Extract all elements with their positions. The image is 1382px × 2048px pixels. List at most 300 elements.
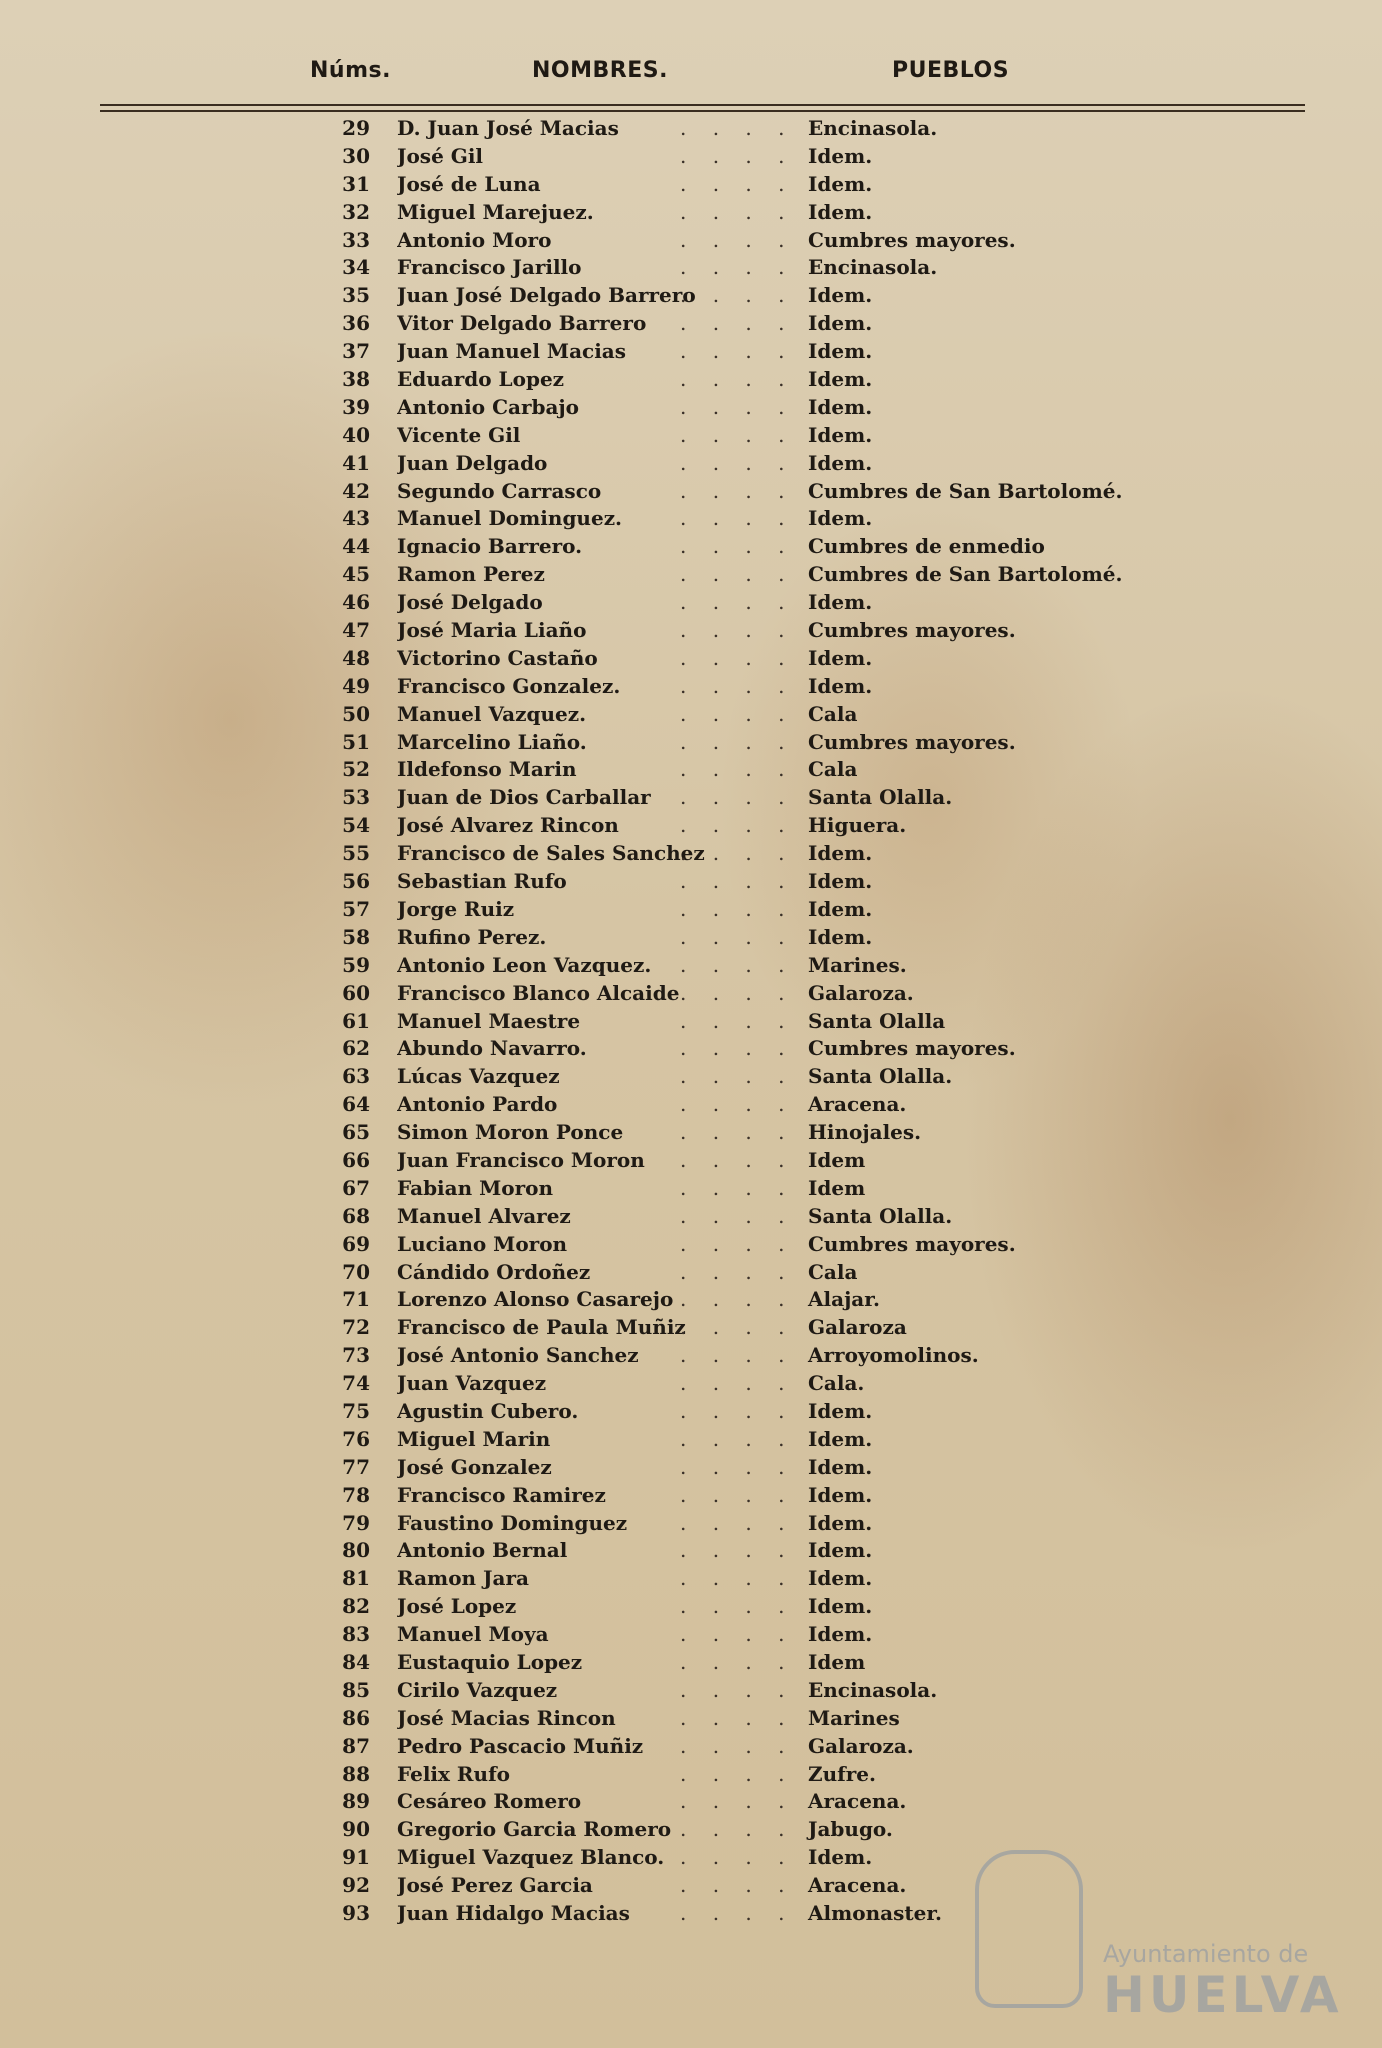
row-name: Faustino Dominguez [397, 1510, 628, 1535]
table-row [0, 1034, 1382, 1062]
row-number: 40 [342, 422, 370, 447]
row-leader-dots: . . . . [680, 1622, 795, 1647]
table-row [0, 755, 1382, 783]
row-name: Cirilo Vazquez [397, 1677, 558, 1702]
table-row [0, 1285, 1382, 1313]
row-town: Idem. [808, 1845, 873, 1870]
row-town: Idem. [808, 1594, 873, 1619]
table-row [0, 198, 1382, 226]
row-number: 48 [342, 645, 370, 670]
row-name: José Delgado [397, 590, 543, 615]
row-number: 57 [342, 896, 370, 921]
row-town: Idem. [808, 283, 873, 308]
row-leader-dots: . . . . [680, 757, 795, 782]
row-name: Ildefonso Marin [397, 757, 577, 782]
row-number: 86 [342, 1705, 370, 1730]
row-number: 67 [342, 1175, 370, 1200]
row-town: Idem. [808, 673, 873, 698]
table-row [0, 170, 1382, 198]
row-town: Idem. [808, 199, 873, 224]
row-name: Francisco Blanco Alcaide [397, 980, 680, 1005]
row-number: 50 [342, 701, 370, 726]
row-leader-dots: . . . . [680, 394, 795, 419]
row-leader-dots: . . . . [680, 1789, 795, 1814]
row-number: 82 [342, 1594, 370, 1619]
row-leader-dots: . . . . [680, 1287, 795, 1312]
table-row [0, 1536, 1382, 1564]
row-town: Galaroza [808, 1315, 907, 1340]
row-number: 53 [342, 785, 370, 810]
row-name: Juan Vazquez [397, 1371, 547, 1396]
row-number: 37 [342, 339, 370, 364]
row-town: Idem. [808, 311, 873, 336]
row-town: Idem [808, 1147, 866, 1172]
row-leader-dots: . . . . [680, 1147, 795, 1172]
row-number: 51 [342, 729, 370, 754]
row-town: Santa Olalla. [808, 1203, 953, 1228]
table-row [0, 309, 1382, 337]
row-number: 63 [342, 1064, 370, 1089]
row-leader-dots: . . . . [680, 311, 795, 336]
row-leader-dots: . . . . [680, 1845, 795, 1870]
row-leader-dots: . . . . [680, 562, 795, 587]
row-number: 30 [342, 143, 370, 168]
row-leader-dots: . . . . [680, 1203, 795, 1228]
row-leader-dots: . . . . [680, 478, 795, 503]
row-number: 80 [342, 1538, 370, 1563]
row-number: 85 [342, 1677, 370, 1702]
table-row [0, 951, 1382, 979]
row-number: 52 [342, 757, 370, 782]
row-town: Idem. [808, 841, 873, 866]
row-town: Cumbres mayores. [808, 618, 1016, 643]
table-row [0, 477, 1382, 505]
row-town: Hinojales. [808, 1120, 922, 1145]
row-number: 78 [342, 1482, 370, 1507]
header-nombres: NOMBRES. [532, 58, 668, 83]
row-name: Felix Rufo [397, 1761, 511, 1786]
row-number: 49 [342, 673, 370, 698]
table-row [0, 616, 1382, 644]
row-town: Idem. [808, 590, 873, 615]
table-row [0, 839, 1382, 867]
row-name: Manuel Dominguez. [397, 506, 623, 531]
row-leader-dots: . . . . [680, 952, 795, 977]
row-town: Idem. [808, 1510, 873, 1535]
row-leader-dots: . . . . [680, 980, 795, 1005]
row-name: Miguel Marejuez. [397, 199, 594, 224]
row-name: José de Luna [397, 171, 541, 196]
row-number: 61 [342, 1008, 370, 1033]
row-town: Alajar. [808, 1287, 880, 1312]
row-leader-dots: . . . . [680, 283, 795, 308]
row-name: Sebastian Rufo [397, 869, 567, 894]
row-name: Juan José Delgado Barrero [397, 283, 696, 308]
row-name: Cándido Ordoñez [397, 1259, 591, 1284]
row-number: 72 [342, 1315, 370, 1340]
roster-table [0, 114, 1382, 1927]
row-number: 58 [342, 924, 370, 949]
row-leader-dots: . . . . [680, 227, 795, 252]
row-name: Antonio Bernal [397, 1538, 568, 1563]
row-leader-dots: . . . . [680, 1064, 795, 1089]
table-header [300, 52, 1060, 92]
row-leader-dots: . . . . [680, 534, 795, 559]
row-leader-dots: . . . . [680, 1008, 795, 1033]
row-number: 68 [342, 1203, 370, 1228]
row-town: Idem. [808, 896, 873, 921]
row-name: Antonio Moro [397, 227, 552, 252]
row-number: 38 [342, 367, 370, 392]
row-name: Vitor Delgado Barrero [397, 311, 647, 336]
table-row [0, 1397, 1382, 1425]
row-number: 59 [342, 952, 370, 977]
row-leader-dots: . . . . [680, 869, 795, 894]
row-leader-dots: . . . . [680, 1315, 795, 1340]
row-name: Manuel Maestre [397, 1008, 581, 1033]
row-town: Galaroza. [808, 1733, 914, 1758]
row-town: Idem. [808, 367, 873, 392]
row-leader-dots: . . . . [680, 116, 795, 140]
row-leader-dots: . . . . [680, 1343, 795, 1368]
row-number: 34 [342, 255, 370, 280]
row-town: Cumbres mayores. [808, 729, 1016, 754]
row-town: Almonaster. [808, 1901, 943, 1925]
header-nums: Núms. [310, 58, 391, 83]
table-row [0, 1174, 1382, 1202]
table-row [0, 560, 1382, 588]
row-name: Luciano Moron [397, 1231, 568, 1256]
row-town: Cumbres de San Bartolomé. [808, 562, 1123, 587]
row-town: Arroyomolinos. [808, 1343, 979, 1368]
table-row [0, 1760, 1382, 1788]
row-number: 32 [342, 199, 370, 224]
table-row [0, 1509, 1382, 1537]
row-town: Idem. [808, 1398, 873, 1423]
table-row [0, 1453, 1382, 1481]
row-number: 43 [342, 506, 370, 531]
row-name: Simon Moron Ponce [397, 1120, 624, 1145]
row-town: Idem. [808, 143, 873, 168]
table-row [0, 281, 1382, 309]
table-row [0, 1118, 1382, 1146]
row-number: 77 [342, 1454, 370, 1479]
row-number: 56 [342, 869, 370, 894]
watermark [975, 1840, 1343, 2024]
row-number: 64 [342, 1092, 370, 1117]
row-number: 73 [342, 1343, 370, 1368]
row-leader-dots: . . . . [680, 255, 795, 280]
table-row [0, 1732, 1382, 1760]
row-town: Idem [808, 1175, 866, 1200]
row-number: 74 [342, 1371, 370, 1396]
table-row [0, 449, 1382, 477]
row-name: Manuel Moya [397, 1622, 549, 1647]
row-leader-dots: . . . . [680, 339, 795, 364]
row-name: Abundo Navarro. [397, 1036, 587, 1061]
table-row [0, 1341, 1382, 1369]
row-number: 75 [342, 1398, 370, 1423]
row-name: Pedro Pascacio Muñiz [397, 1733, 644, 1758]
table-row [0, 393, 1382, 421]
row-number: 29 [342, 116, 370, 140]
row-town: Idem. [808, 1538, 873, 1563]
row-leader-dots: . . . . [680, 1371, 795, 1396]
row-name: Miguel Marin [397, 1426, 551, 1451]
row-number: 71 [342, 1287, 370, 1312]
row-leader-dots: . . . . [680, 1259, 795, 1284]
row-name: Antonio Pardo [397, 1092, 558, 1117]
row-town: Jabugo. [808, 1817, 893, 1842]
row-leader-dots: . . . . [680, 924, 795, 949]
table-row [0, 114, 1382, 142]
row-name: Lúcas Vazquez [397, 1064, 560, 1089]
table-row [0, 1007, 1382, 1035]
row-name: Jorge Ruiz [397, 896, 515, 921]
row-name: José Gonzalez [397, 1454, 552, 1479]
row-leader-dots: . . . . [680, 171, 795, 196]
row-number: 33 [342, 227, 370, 252]
row-name: José Macias Rincon [397, 1705, 616, 1730]
row-leader-dots: . . . . [680, 1594, 795, 1619]
row-town: Santa Olalla [808, 1008, 946, 1033]
table-row [0, 1202, 1382, 1230]
row-leader-dots: . . . . [680, 1649, 795, 1674]
row-leader-dots: . . . . [680, 896, 795, 921]
row-town: Idem. [808, 924, 873, 949]
row-leader-dots: . . . . [680, 1231, 795, 1256]
table-row [0, 588, 1382, 616]
row-number: 88 [342, 1761, 370, 1786]
row-leader-dots: . . . . [680, 1454, 795, 1479]
table-row [0, 923, 1382, 951]
row-leader-dots: . . . . [680, 367, 795, 392]
table-row [0, 1787, 1382, 1815]
row-name: D. Juan José Macias [397, 116, 619, 140]
table-row [0, 867, 1382, 895]
row-number: 92 [342, 1873, 370, 1898]
table-row [0, 504, 1382, 532]
row-leader-dots: . . . . [680, 1761, 795, 1786]
row-town: Encinasola. [808, 116, 938, 140]
table-row [0, 1258, 1382, 1286]
row-number: 91 [342, 1845, 370, 1870]
row-number: 47 [342, 618, 370, 643]
table-row [0, 672, 1382, 700]
row-leader-dots: . . . . [680, 1175, 795, 1200]
row-leader-dots: . . . . [680, 1120, 795, 1145]
crest-icon [975, 1850, 1083, 2008]
row-town: Cumbres mayores. [808, 1036, 1016, 1061]
row-name: José Perez Garcia [397, 1873, 593, 1898]
table-row [0, 895, 1382, 923]
row-name: Ramon Jara [397, 1566, 529, 1591]
row-leader-dots: . . . . [680, 1873, 795, 1898]
row-name: Juan Manuel Macias [397, 339, 627, 364]
row-town: Encinasola. [808, 1677, 938, 1702]
row-town: Zufre. [808, 1761, 876, 1786]
table-row [0, 226, 1382, 254]
row-leader-dots: . . . . [680, 701, 795, 726]
row-leader-dots: . . . . [680, 618, 795, 643]
table-row [0, 1564, 1382, 1592]
table-row [0, 811, 1382, 839]
row-number: 60 [342, 980, 370, 1005]
row-name: José Gil [397, 143, 484, 168]
table-row [0, 421, 1382, 449]
row-town: Santa Olalla. [808, 785, 953, 810]
row-name: Juan Delgado [397, 450, 548, 475]
row-town: Cumbres mayores. [808, 227, 1016, 252]
row-number: 90 [342, 1817, 370, 1842]
row-name: Eustaquio Lopez [397, 1649, 583, 1674]
row-name: Juan de Dios Carballar [397, 785, 651, 810]
table-row [0, 1676, 1382, 1704]
row-name: Victorino Castaño [397, 645, 598, 670]
row-name: Francisco Ramirez [397, 1482, 606, 1507]
row-town: Idem. [808, 1622, 873, 1647]
row-number: 41 [342, 450, 370, 475]
row-name: Vicente Gil [397, 422, 521, 447]
table-row [0, 365, 1382, 393]
row-number: 44 [342, 534, 370, 559]
row-leader-dots: . . . . [680, 1677, 795, 1702]
row-leader-dots: . . . . [680, 1510, 795, 1535]
row-number: 69 [342, 1231, 370, 1256]
row-leader-dots: . . . . [680, 673, 795, 698]
row-number: 83 [342, 1622, 370, 1647]
row-leader-dots: . . . . [680, 143, 795, 168]
row-number: 89 [342, 1789, 370, 1814]
row-number: 81 [342, 1566, 370, 1591]
row-leader-dots: . . . . [680, 1092, 795, 1117]
row-name: Miguel Vazquez Blanco. [397, 1845, 665, 1870]
table-row [0, 1592, 1382, 1620]
row-number: 55 [342, 841, 370, 866]
table-row [0, 337, 1382, 365]
table-row [0, 728, 1382, 756]
watermark-line2: HUELVA [1103, 1966, 1343, 2024]
table-row [0, 1620, 1382, 1648]
row-name: Segundo Carrasco [397, 478, 602, 503]
row-leader-dots: . . . . [680, 785, 795, 810]
row-number: 31 [342, 171, 370, 196]
row-number: 84 [342, 1649, 370, 1674]
row-number: 65 [342, 1120, 370, 1145]
table-row [0, 1090, 1382, 1118]
row-name: José Maria Liaño [397, 618, 587, 643]
row-leader-dots: . . . . [680, 1538, 795, 1563]
row-number: 46 [342, 590, 370, 615]
row-town: Idem. [808, 1566, 873, 1591]
row-name: Eduardo Lopez [397, 367, 565, 392]
row-leader-dots: . . . . [680, 813, 795, 838]
row-leader-dots: . . . . [680, 506, 795, 531]
row-town: Galaroza. [808, 980, 914, 1005]
row-town: Cala [808, 757, 858, 782]
row-town: Cala [808, 1259, 858, 1284]
row-number: 79 [342, 1510, 370, 1535]
row-town: Idem. [808, 422, 873, 447]
table-row [0, 532, 1382, 560]
table-row [0, 783, 1382, 811]
table-row [0, 1704, 1382, 1732]
row-number: 35 [342, 283, 370, 308]
row-name: Manuel Vazquez. [397, 701, 587, 726]
row-town: Cumbres de enmedio [808, 534, 1045, 559]
row-number: 45 [342, 562, 370, 587]
row-name: Gregorio Garcia Romero [397, 1817, 672, 1842]
row-leader-dots: . . . . [680, 1817, 795, 1842]
table-row [0, 700, 1382, 728]
row-number: 54 [342, 813, 370, 838]
row-leader-dots: . . . . [680, 1901, 795, 1925]
row-town: Encinasola. [808, 255, 938, 280]
row-name: José Lopez [397, 1594, 517, 1619]
row-name: Antonio Leon Vazquez. [397, 952, 652, 977]
row-leader-dots: . . . . [680, 1482, 795, 1507]
row-town: Idem. [808, 1454, 873, 1479]
row-name: Manuel Alvarez [397, 1203, 571, 1228]
row-town: Idem. [808, 450, 873, 475]
row-leader-dots: . . . . [680, 590, 795, 615]
table-row [0, 1425, 1382, 1453]
row-name: Rufino Perez. [397, 924, 547, 949]
row-town: Cala [808, 701, 858, 726]
row-town: Idem. [808, 171, 873, 196]
row-name: Fabian Moron [397, 1175, 554, 1200]
row-leader-dots: . . . . [680, 422, 795, 447]
row-town: Idem [808, 1649, 866, 1674]
row-name: Lorenzo Alonso Casarejo [397, 1287, 674, 1312]
table-row [0, 644, 1382, 672]
row-name: Agustin Cubero. [397, 1398, 579, 1423]
row-number: 66 [342, 1147, 370, 1172]
row-town: Idem. [808, 1482, 873, 1507]
row-name: Francisco de Sales Sanchez [397, 841, 705, 866]
row-town: Idem. [808, 339, 873, 364]
row-name: Francisco Jarillo [397, 255, 582, 280]
row-name: Antonio Carbajo [397, 394, 580, 419]
row-name: Francisco de Paula Muñiz [397, 1315, 686, 1340]
row-name: Ignacio Barrero. [397, 534, 583, 559]
row-leader-dots: . . . . [680, 1426, 795, 1451]
row-name: José Antonio Sanchez [397, 1343, 639, 1368]
row-name: José Alvarez Rincon [397, 813, 619, 838]
row-name: Francisco Gonzalez. [397, 673, 621, 698]
row-number: 36 [342, 311, 370, 336]
row-town: Cala. [808, 1371, 865, 1396]
row-leader-dots: . . . . [680, 841, 795, 866]
row-number: 62 [342, 1036, 370, 1061]
table-row [0, 142, 1382, 170]
watermark-line1: Ayuntamiento de [1103, 1940, 1309, 1968]
table-row [0, 1313, 1382, 1341]
row-leader-dots: . . . . [680, 1566, 795, 1591]
row-town: Idem. [808, 506, 873, 531]
row-leader-dots: . . . . [680, 1398, 795, 1423]
row-town: Santa Olalla. [808, 1064, 953, 1089]
row-name: Juan Francisco Moron [397, 1147, 645, 1172]
row-town: Aracena. [808, 1873, 907, 1898]
row-town: Marines [808, 1705, 900, 1730]
row-name: Marcelino Liaño. [397, 729, 587, 754]
table-row [0, 1230, 1382, 1258]
row-town: Idem. [808, 394, 873, 419]
row-town: Idem. [808, 869, 873, 894]
row-name: Cesáreo Romero [397, 1789, 582, 1814]
row-town: Aracena. [808, 1092, 907, 1117]
